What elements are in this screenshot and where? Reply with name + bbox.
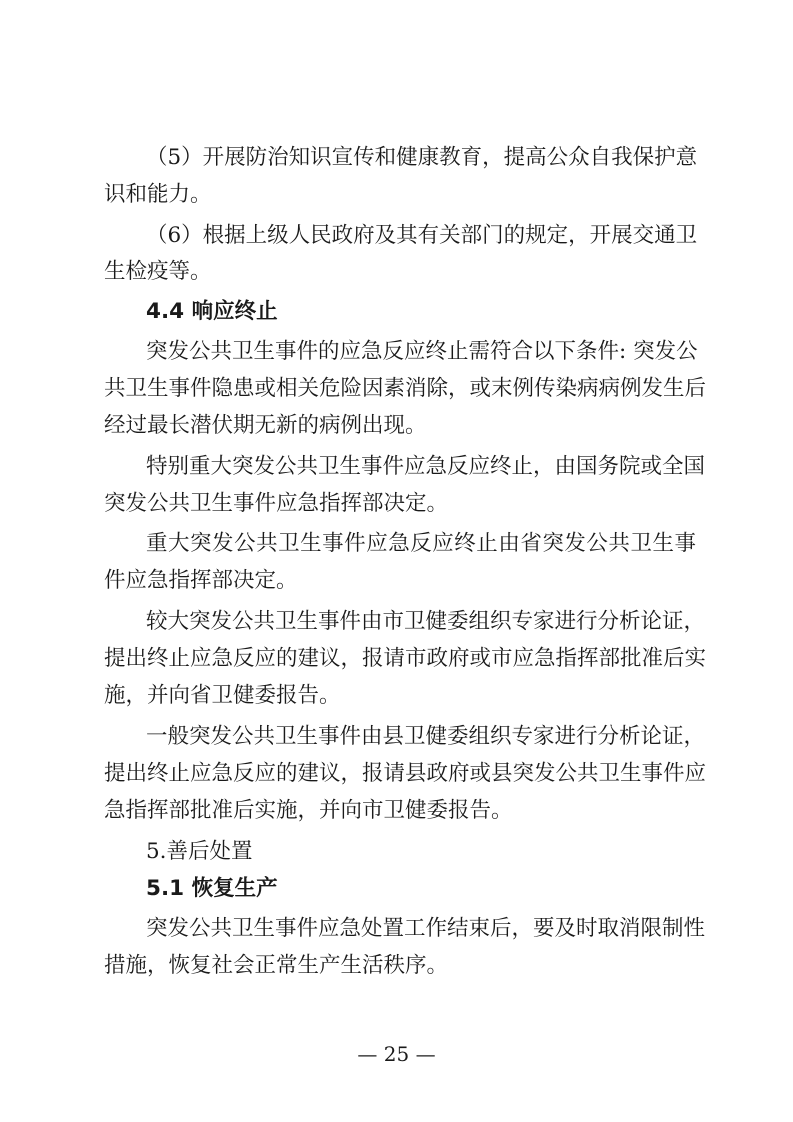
- recovery-line-1: 突发公共卫生事件应急处置工作结束后，要及时取消限制性: [146, 916, 706, 941]
- section-heading-5-1: 5.1 恢复生产: [146, 876, 278, 901]
- termination-line-1: 突发公共卫生事件的应急反应终止需符合以下条件: 突发公: [146, 339, 698, 364]
- termination-line-2: 共卫生事件隐患或相关危险因素消除，或末例传染病病例发生后: [104, 376, 707, 401]
- paragraph-6-line-1: （6）根据上级人民政府及其有关部门的规定，开展交通卫: [146, 223, 698, 248]
- recovery-line-2: 措施，恢复社会正常生产生活秩序。: [104, 953, 449, 978]
- paragraph-5-line-1: （5）开展防治知识宣传和健康教育，提高公众自我保护意: [146, 145, 698, 170]
- section-heading-4-4: 4.4 响应终止: [146, 299, 278, 324]
- general-line-3: 急指挥部批准后实施，并向市卫健委报告。: [104, 798, 513, 823]
- page-number: — 25 —: [357, 1042, 436, 1066]
- special-line-2: 突发公共卫生事件应急指挥部决定。: [104, 491, 449, 516]
- paragraph-6-line-2: 生检疫等。: [104, 259, 212, 284]
- paragraph-5-line-2: 识和能力。: [104, 182, 212, 207]
- larger-line-1: 较大突发公共卫生事件由市卫健委组织专家进行分析论证，: [146, 609, 706, 634]
- larger-line-2: 提出终止应急反应的建议，报请市政府或市应急指挥部批准后实: [104, 646, 707, 671]
- special-line-1: 特别重大突发公共卫生事件应急反应终止，由国务院或全国: [146, 454, 706, 479]
- larger-line-3: 施，并向省卫健委报告。: [104, 683, 341, 708]
- termination-line-3: 经过最长潜伏期无新的病例出现。: [104, 413, 427, 438]
- section-heading-5: 5.善后处置: [146, 839, 253, 864]
- major-line-2: 件应急指挥部决定。: [104, 568, 298, 593]
- general-line-2: 提出终止应急反应的建议，报请县政府或县突发公共卫生事件应: [104, 761, 707, 786]
- major-line-1: 重大突发公共卫生事件应急反应终止由省突发公共卫生事: [146, 531, 696, 556]
- general-line-1: 一般突发公共卫生事件由县卫健委组织专家进行分析论证，: [146, 724, 706, 749]
